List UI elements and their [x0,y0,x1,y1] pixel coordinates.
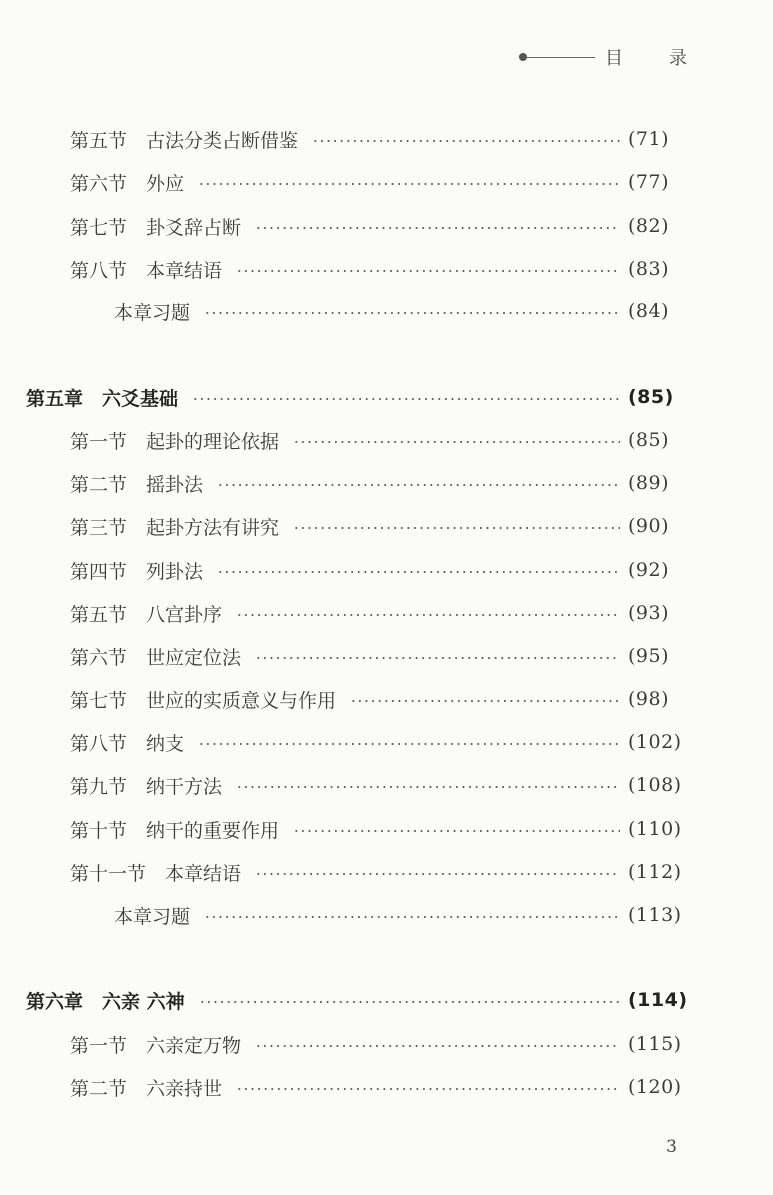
toc-entry-title: 第三节 起卦方法有讲究 [70,516,280,539]
toc-entry-title: 本章习题 [114,905,191,928]
toc-entry-page: (85) [628,386,674,408]
leader-dots [255,873,620,875]
toc-entry-page: (112) [628,861,682,883]
toc-section-entry[interactable] [0,598,773,628]
leader-dots [255,657,620,659]
toc-entry-title: 第四节 列卦法 [70,560,204,583]
leader-dots [293,527,620,529]
toc-entry-title: 第五节 八宫卦序 [70,603,223,626]
toc-entry-title: 第二节 摇卦法 [70,473,204,496]
toc-entry-title: 第十一节 本章结语 [70,862,242,885]
toc-entry-line [0,816,688,843]
leader-dots [293,441,620,443]
toc-entry-page: (90) [628,515,670,537]
toc-section-entry[interactable] [0,1072,773,1102]
toc-entry-page: (71) [628,128,670,150]
toc-entry-page: (82) [628,215,670,237]
leader-dots [199,1001,620,1003]
header-bullet [519,53,527,61]
toc-entry-line [0,600,688,627]
toc-entry-title: 第六章 六亲 六神 [26,990,185,1013]
toc-entry-title: 第九节 纳干方法 [70,775,223,798]
toc-chapter-entry[interactable] [0,985,773,1015]
toc-entry-line [0,1074,688,1101]
leader-dots [198,743,620,745]
toc-section-entry[interactable] [0,1029,773,1059]
toc-chapter-entry[interactable] [0,382,773,412]
toc-entry-title: 第五章 六爻基础 [26,387,179,410]
leader-dots [198,183,620,185]
toc-entry-title: 第二节 六亲持世 [70,1077,223,1100]
toc-entry-page: (95) [628,645,670,667]
toc-entry-line [0,772,688,799]
header-title: 目 录 [605,48,701,69]
toc-entry-line [0,987,688,1014]
leader-dots [236,786,620,788]
toc-entry-line [0,513,688,540]
toc-exercise-entry[interactable] [0,900,773,930]
leader-dots [350,700,620,702]
toc-section-entry[interactable] [0,254,773,284]
toc-entry-page: (108) [628,774,682,796]
toc-entry-title: 第六节 外应 [70,172,185,195]
leader-dots [236,270,620,272]
header-rule [527,57,595,58]
toc-entry-title: 第五节 古法分类占断借鉴 [70,129,299,152]
toc-entry-page: (120) [628,1076,682,1098]
toc-entry-title: 第七节 世应的实质意义与作用 [70,689,337,712]
leader-dots [192,398,620,400]
toc-entry-page: (84) [628,300,670,322]
toc-entry-title: 第八节 纳支 [70,732,185,755]
toc-section-entry[interactable] [0,511,773,541]
toc-entry-page: (92) [628,559,670,581]
toc-entry-line [0,169,688,196]
toc-entry-page: (110) [628,818,682,840]
toc-section-entry[interactable] [0,167,773,197]
leader-dots [312,140,620,142]
toc-entry-page: (83) [628,258,670,280]
toc-entry-page: (115) [628,1033,682,1055]
toc-entry-page: (89) [628,472,670,494]
toc-entry-line [0,298,688,325]
toc-entry-title: 本章习题 [114,301,191,324]
leader-dots [255,1045,620,1047]
toc-entry-page: (93) [628,602,670,624]
page-number: 3 [666,1137,677,1157]
leader-dots [217,484,620,486]
leader-dots [236,614,620,616]
leader-dots [236,1088,620,1090]
leader-dots [204,312,620,314]
running-header [519,44,701,70]
toc-entry-title: 第六节 世应定位法 [70,646,242,669]
toc-entry-page: (102) [628,731,682,753]
toc-section-entry[interactable] [0,211,773,241]
toc-entry-line [0,470,688,497]
toc-entry-title: 第七节 卦爻辞占断 [70,216,242,239]
toc-section-entry[interactable] [0,770,773,800]
toc-section-entry[interactable] [0,814,773,844]
toc-entry-line [0,557,688,584]
leader-dots [293,830,620,832]
leader-dots [255,227,620,229]
toc-section-entry[interactable] [0,425,773,455]
toc-entry-page: (77) [628,171,670,193]
leader-dots [217,571,620,573]
toc-entry-title: 第一节 六亲定万物 [70,1034,242,1057]
toc-entry-line [0,643,688,670]
toc-entry-line [0,1031,688,1058]
toc-entry-title: 第十节 纳干的重要作用 [70,819,280,842]
leader-dots [204,916,620,918]
toc-entry-page: (113) [628,904,682,926]
toc-section-entry[interactable] [0,727,773,757]
toc-entry-line [0,384,688,411]
toc-section-entry[interactable] [0,124,773,154]
toc-entry-line [0,126,688,153]
toc-entry-title: 第一节 起卦的理论依据 [70,430,280,453]
toc-entry-line [0,902,688,929]
toc-section-entry[interactable] [0,555,773,585]
toc-entry-line [0,859,688,886]
toc-exercise-entry[interactable] [0,296,773,326]
toc-entry-line [0,729,688,756]
toc-section-entry[interactable] [0,641,773,671]
toc-entry-line [0,213,688,240]
toc-entry-page: (85) [628,429,670,451]
toc-entry-page: (114) [628,989,688,1011]
toc-section-entry[interactable] [0,468,773,498]
toc-entry-title: 第八节 本章结语 [70,259,223,282]
toc-entry-page: (98) [628,688,670,710]
toc-entry-line [0,427,688,454]
toc-section-entry[interactable] [0,684,773,714]
toc-section-entry[interactable] [0,857,773,887]
toc-entry-line [0,686,688,713]
toc-entry-line [0,256,688,283]
